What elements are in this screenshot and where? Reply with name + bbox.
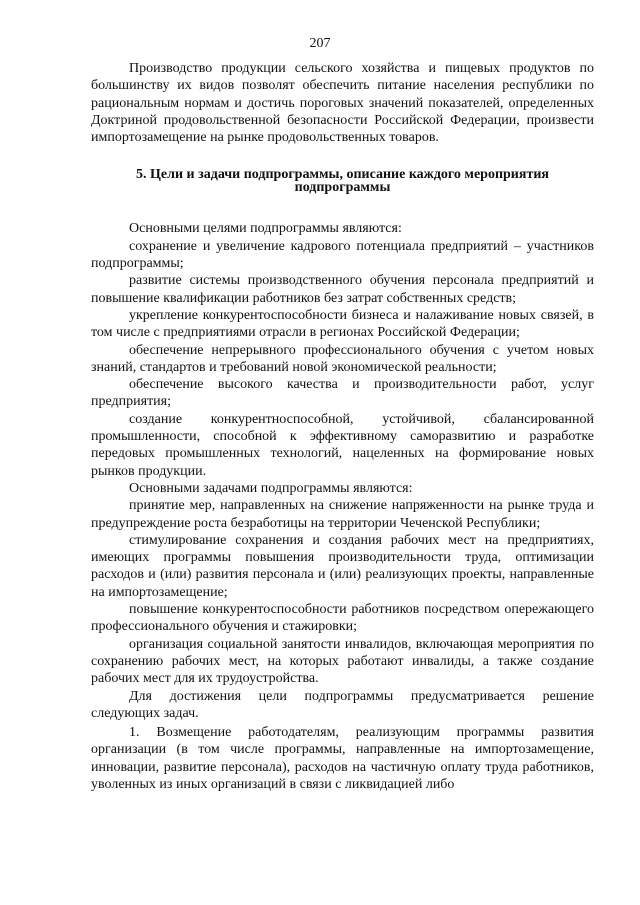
task-item: организация социальной занятости инвалидов, включающая мероприятия по сохранению рабочих мест, на которых работают инвалиды, а также создание рабочих мест для их трудоустройства. <box>91 636 594 687</box>
tasks-intro: Основными задачами подпрограммы являются: <box>129 480 413 496</box>
numbered-item-1: 1. Возмещение работодателям, реализующим программы развития организации (в том числе программы, направленные на импортозамещение, инновации, развитие персонала), расходов на частичную оплату труда работников, уволенных из иных организаций в связи с ликвидацией либо <box>91 725 594 792</box>
page-number: 207 <box>309 36 331 51</box>
intro-paragraph: Производство продукции сельского хозяйства и пищевых продуктов по большинству их видов позволят обеспечить питание населения республики по рациональным нормам и достичь пороговых значений показателей, определенных Доктриной продовольственной безопасности Российской Федерации, произвести импортозамещение на рынке продовольственных товаров. <box>91 61 594 146</box>
goal-item: сохранение и увеличение кадрового потенциала предприятий – участников подпрограммы; <box>91 238 594 272</box>
task-item: принятие мер, направленных на снижение напряженности на рынке труда и предупреждение роста безработицы на территории Чеченской Республики; <box>91 498 594 531</box>
goals-intro: Основными целями подпрограммы являются: <box>129 221 402 237</box>
section-heading: 5. Цели и задачи подпрограммы, описание каждого мероприятия подпрограммы <box>136 167 549 196</box>
goal-item: создание конкурентноспособной, устойчивой, сбалансированной промышленности, способной к эффективному саморазвитию и разработке передовых промышленных технологий, нацеленных на формирование новых рынков продукции. <box>91 411 594 479</box>
task-item: повышение конкурентоспособности работников посредством опережающего профессионального обучения и стажировки; <box>91 602 594 635</box>
goal-item: развитие системы производственного обучения персонала предприятий и повышение квалификации работников без затрат собственных средств; <box>91 273 594 306</box>
document-body <box>91 60 594 793</box>
goal-item: обеспечение непрерывного профессионального обучения с учетом новых знаний, стандартов и требований новой экономической реальности; <box>91 342 594 375</box>
goal-item: обеспечение высокого качества и производительности работ, услуг предприятия; <box>91 377 594 410</box>
closing-paragraph: Для достижения цели подпрограммы предусматривается решение следующих задач. <box>91 688 594 721</box>
goal-item: укрепление конкурентоспособности бизнеса и налаживание новых связей, в том числе с предприятиями отрасли в регионах Российской Федерации; <box>91 307 594 341</box>
task-item: стимулирование сохранения и создания рабочих мест на предприятиях, имеющих программы повышения производительности труда, оптимизации расходов и (или) развития персонала и (или) реализующих проекты, направленные на импортозамещение; <box>91 532 594 600</box>
